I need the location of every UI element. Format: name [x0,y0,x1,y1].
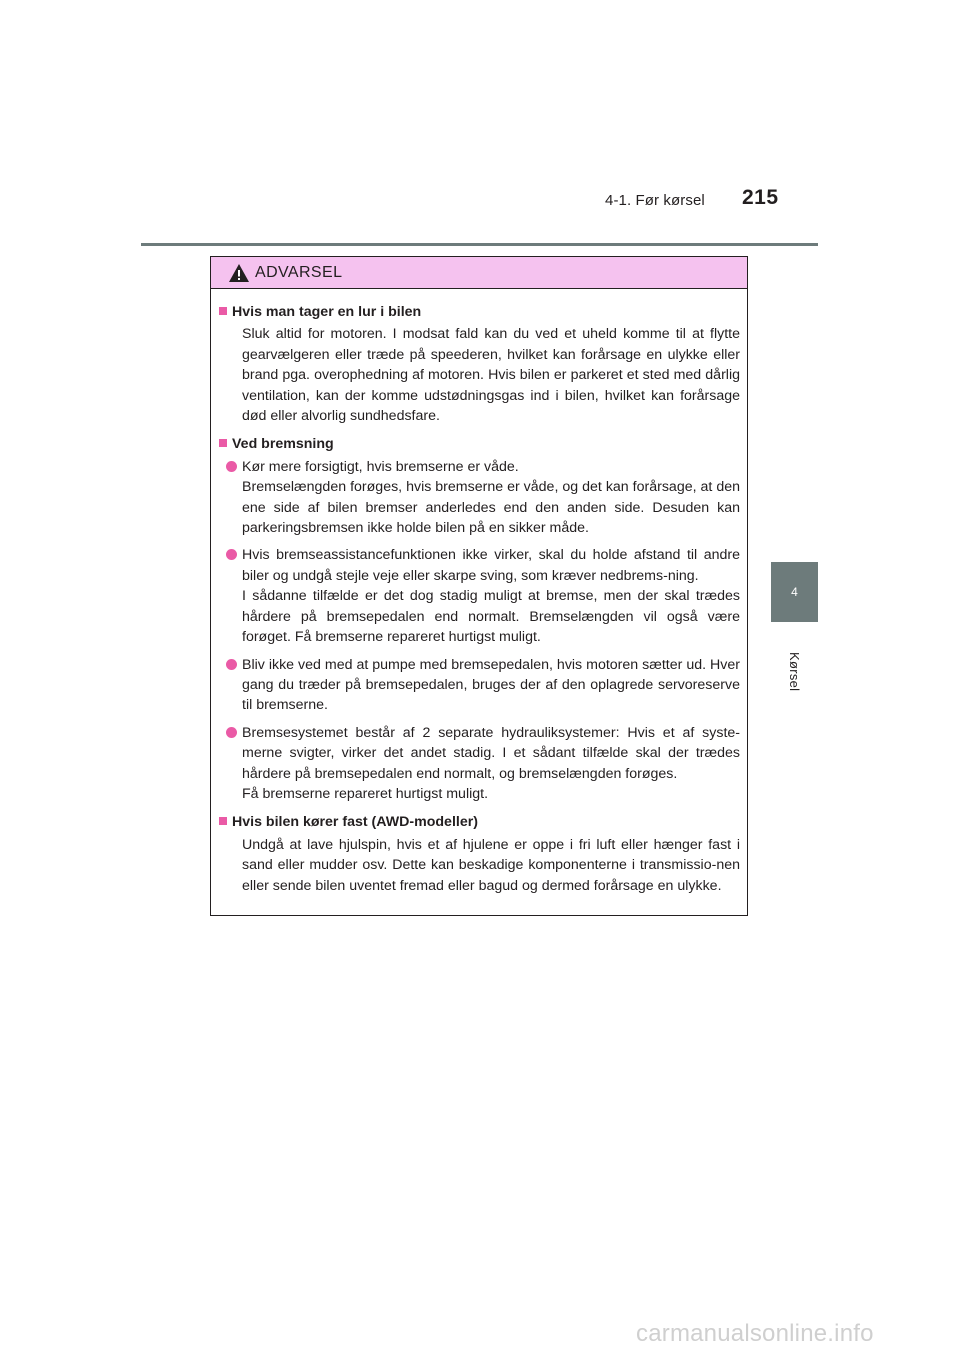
section-marker-icon [219,439,227,447]
section-paragraph: Sluk altid for motoren. I modsat fald kan du ved et uheld komme til at flytte gearvælgeren eller træde på speederen, hvilket kan forårsage en ulykke eller brand pga. overophedning af motoren. Hvis bilen er parkeret et sted med dårlig ventilation, kan der komme udstødningsgas ind i bilen, hvilket kan forårsage død eller alvorlig sundhedsfare. [242,326,740,425]
warning-triangle-icon [228,263,250,283]
bullet-line: Kør mere forsigtigt, hvis bremserne er våde. [242,458,519,475]
bullet-item [219,655,740,716]
warning-header [211,257,747,289]
warning-body [211,289,747,896]
section-paragraph: Undgå at lave hjulspin, hvis et af hjulene er oppe i fri luft eller hænger fast i sand eller mudder osv. Dette kan beskadige komponenterne i transmissio-nen eller sende bilen uventet fremad eller bagud og dermed forårsage en ulykke. [242,836,740,894]
warning-section [219,434,740,804]
header-rule [141,243,818,246]
section-marker-icon [219,307,227,315]
running-header-section: 4-1. Før kørsel [605,192,705,209]
section-heading-text: Hvis bilen kører fast (AWD-modeller) [232,814,478,831]
bullet-line: Bliv ikke ved med at pumpe med bremsepedalen, hvis motoren sætter ud. Hver gang du træder på bremsepedalen, bruges der af den oplagrede servoreserve til bremserne. [242,656,740,714]
section-marker-icon [219,817,227,825]
bullet-line: Hvis bremseassistancefunktionen ikke virker, skal du holde afstand til andre biler og undgå stejle veje eller skarpe sving, som kræver nedbrems-ning. [242,547,740,584]
bullet-dot-icon [226,659,237,670]
bullet-line: Bremsesystemet består af 2 separate hydrauliksystemer: Hvis et af syste-merne svigter, virker det andet stadig. I et sådant tilfælde skal der trædes hårdere på bremsepedalen end normalt, og bremselængden forøges. [242,724,740,782]
bullet-line: I sådanne tilfælde er det dog stadig muligt at bremse, men der skal trædes hårdere på bremsepedalen end normalt. Bremselængden vil også være forøget. Få bremserne repareret hurtigst muligt. [242,588,740,646]
bullet-line: Bremselængden forøges, hvis bremserne er våde, og det kan forårsage, at den ene side af bilen bremser anderledes end den anden side. Desuden kan parkeringsbremsen ikke holde bilen på en sikker måde. [242,479,740,537]
chapter-tab: 4 [771,562,818,622]
bullet-item [219,545,740,647]
bullet-dot-icon [226,461,237,472]
bullet-item [219,723,740,805]
section-heading [219,434,740,454]
bullet-item [219,457,740,539]
warning-section [219,812,740,896]
watermark: carmanualsonline.info [636,1320,874,1347]
bullet-line: Få bremserne repareret hurtigst muligt. [242,785,489,802]
section-heading-text: Ved bremsning [232,436,334,453]
section-heading [219,302,740,322]
bullet-dot-icon [226,549,237,560]
chapter-label: Kørsel [787,652,802,692]
section-heading-text: Hvis man tager en lur i bilen [232,304,422,320]
page-number: 215 [742,186,779,209]
warning-section [219,302,740,426]
section-heading [219,812,740,832]
bullet-dot-icon [226,727,237,738]
warning-title: ADVARSEL [255,264,343,281]
warning-box [210,256,748,916]
